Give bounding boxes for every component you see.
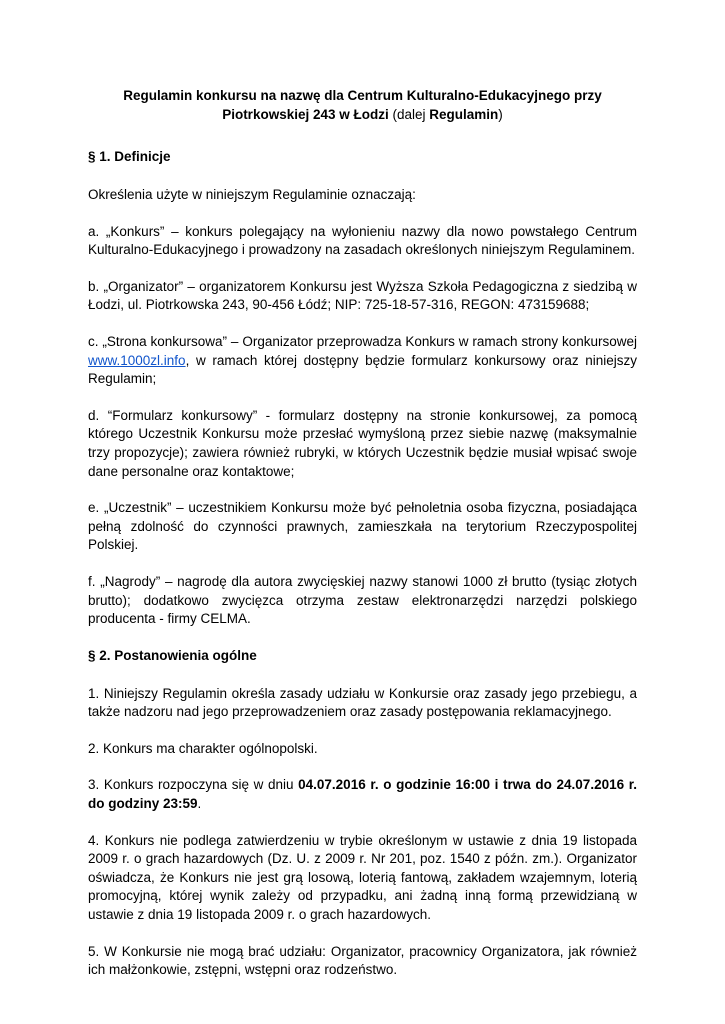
section-1-heading: § 1. Definicje — [88, 149, 171, 164]
definition-c — [88, 333, 637, 389]
title-dalej-open: (dalej — [388, 107, 430, 122]
provision-1: 1. Niniejszy Regulamin określa zasady udziału w Konkursie oraz zasady jego przebiegu, a także nadzoru nad jego przeprowadzeniem oraz zasady postępowania reklamacyjnego. — [88, 685, 637, 720]
document-content — [88, 86, 637, 998]
title-dalej-close: ) — [498, 107, 503, 122]
provision-4: 4. Konkurs nie podlega zatwierdzeniu w trybie określonym w ustawie z dnia 19 listopada 2009 r. o grach hazardowych (Dz. U. z 2009 r. Nr 201, poz. 1540 z późn. zm.). Organizator oświadcza, że Konkurs nie jest grą losową, loterią fantową, zakładem wzajemnym, loterią promocyjną, której wynik zależy od przypadku, ani żadną inną formą przewidzianą w ustawie z dnia 19 listopada 2009 r. o grach hazardowych. — [88, 832, 637, 923]
definition-d: d. “Formularz konkursowy” - formularz dostępny na stronie konkursowej, za pomocą którego Uczestnik Konkursu może przesłać wymyśloną przez siebie nazwę (maksymalnie trzy propozycje); zawiera również rubryki, w których Uczestnik będzie musiał wpisać swoje dane personalne oraz kontaktowe; — [88, 407, 637, 479]
provision-3 — [88, 776, 637, 813]
provision-3-text: 3. Konkurs rozpoczyna się w dniu — [88, 777, 299, 793]
provision-3-dates: 04.07.2016 r. o godzinie 16:00 i trwa do 24.07.2016 r. do godziny 23:59 — [88, 777, 637, 812]
definition-c-text-after: , w ramach której dostępny będzie formularz konkursowy oraz niniejszy Regulamin; — [88, 352, 637, 387]
section-2-heading: § 2. Postanowienia ogólne — [88, 647, 257, 663]
definition-a: a. „Konkurs” – konkurs polegający na wyłonieniu nazwy dla nowo powstałego Centrum Kulturalno-Edukacyjnego i prowadzony na zasadach określonych niniejszym Regulaminem. — [88, 223, 637, 258]
provision-2: 2. Konkurs ma charakter ogólnopolski. — [88, 740, 318, 756]
provision-3-end: . — [197, 796, 202, 812]
contest-website-link[interactable]: www.1000zl.info — [88, 352, 186, 368]
title-line-2 — [88, 105, 637, 124]
title-place: Piotrkowskiej 243 w Łodzi — [222, 107, 389, 122]
definition-f: f. „Nagrody” – nagrodę dla autora zwycięskiej nazwy stanowi 1000 zł brutto (tysiąc złotych brutto); dodatkowo zwycięzca otrzyma zestaw elektronarzędzi narzędzi polskiego producenta - firmy CELMA. — [88, 573, 637, 627]
definition-e: e. „Uczestnik” – uczestnikiem Konkursu może być pełnoletnia osoba fizyczna, posiadająca pełną zdolność do czynności prawnych, zamieszkała na terytorium Rzeczypospolitej Polskiej. — [88, 500, 637, 553]
definition-c-text-before: c. „Strona konkursowa” – Organizator przeprowadza Konkurs w ramach strony konkursowej — [88, 333, 637, 349]
definition-b: b. „Organizator” – organizatorem Konkursu jest Wyższa Szkoła Pedagogiczna z siedzibą w Łodzi, ul. Piotrkowska 243, 90-456 Łódź; NIP: 725-18-57-316, REGON: 473159688; — [88, 278, 637, 313]
section-1-intro: Określenia użyte w niniejszym Regulaminie oznaczają: — [88, 187, 416, 202]
title-regulamin: Regulamin — [429, 107, 499, 122]
title-line-1: Regulamin konkursu na nazwę dla Centrum Kulturalno-Edukacyjnego przy — [123, 88, 602, 103]
document-title — [88, 86, 637, 124]
provision-5: 5. W Konkursie nie mogą brać udziału: Organizator, pracownicy Organizatora, jak również ich małżonkowie, zstępni, wstępni oraz rodzeństwo. — [88, 943, 637, 978]
